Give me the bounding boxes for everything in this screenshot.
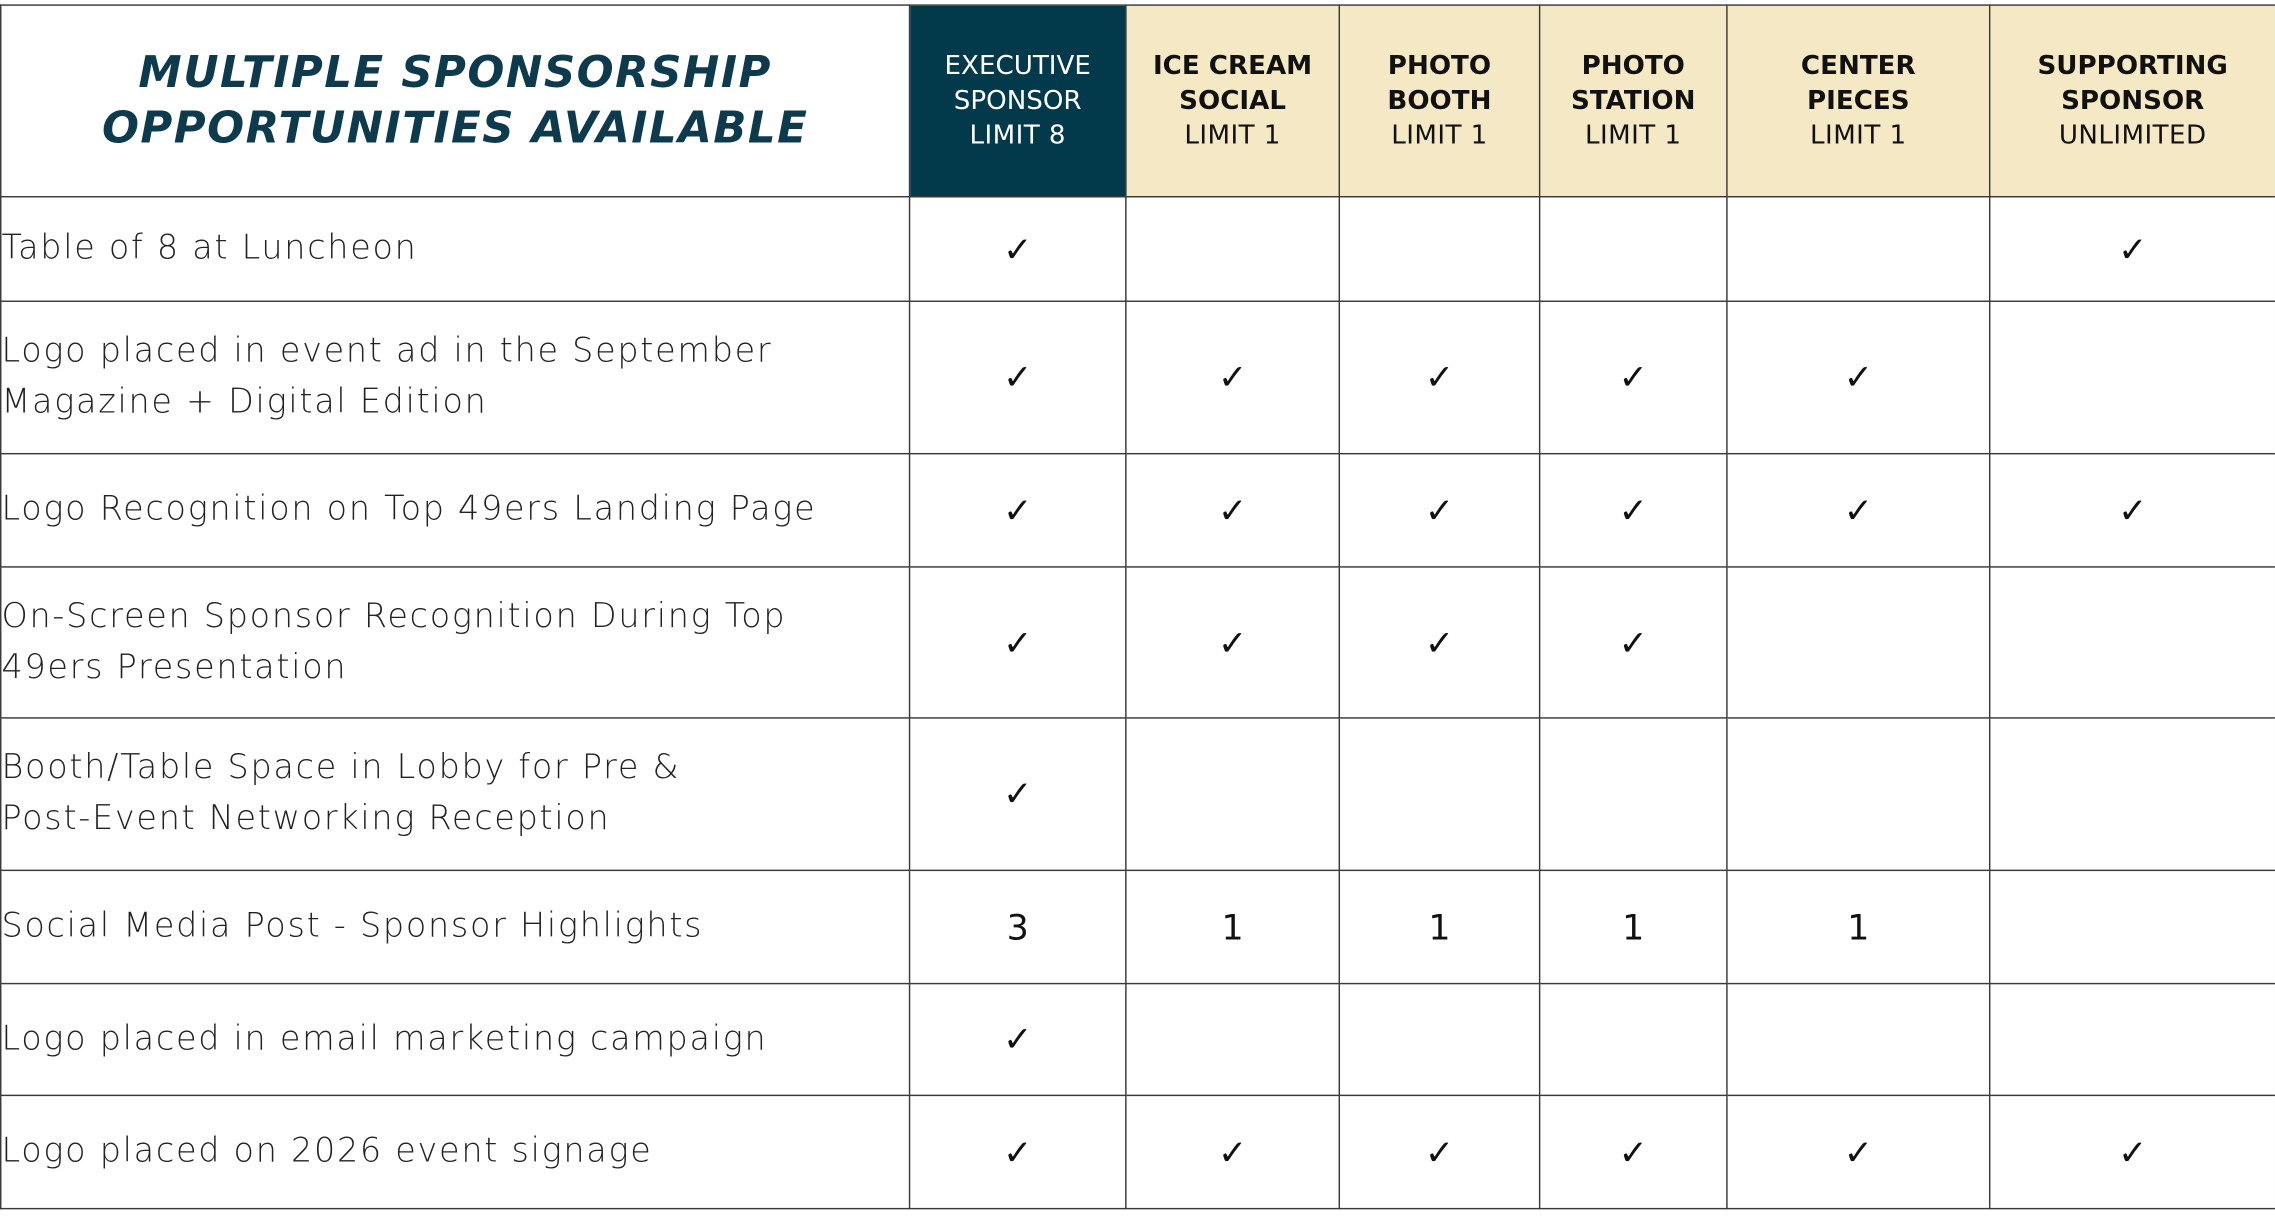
check-mark-icon: ✓ bbox=[1217, 489, 1248, 531]
benefit-cell-ice-cream-social bbox=[1126, 1095, 1339, 1208]
benefit-cell-ice-cream-social bbox=[1126, 301, 1339, 453]
check-mark-icon: ✓ bbox=[1003, 489, 1033, 531]
package-limit: LIMIT 1 bbox=[1391, 119, 1488, 151]
benefit-cell-ice-cream-social bbox=[1126, 454, 1339, 567]
benefit-cell-photo-booth bbox=[1339, 567, 1539, 718]
benefit-cell-center-pieces bbox=[1727, 567, 1990, 718]
benefit-cell-photo-booth bbox=[1339, 454, 1539, 567]
check-mark-icon: ✓ bbox=[1424, 1131, 1455, 1173]
benefit-cell-center-pieces bbox=[1727, 301, 1990, 453]
benefit-text-line: Table of 8 at Luncheon bbox=[1, 229, 418, 268]
table-title bbox=[1, 5, 910, 197]
benefit-text-line: Magazine + Digital Edition bbox=[1, 383, 488, 422]
benefit-cell-supporting-sponsor bbox=[1990, 870, 2275, 983]
benefit-label bbox=[1, 870, 910, 983]
benefit-row bbox=[1, 301, 2275, 453]
check-mark-icon: ✓ bbox=[1618, 357, 1648, 398]
benefit-label bbox=[1, 718, 910, 870]
benefit-cell-photo-station bbox=[1540, 718, 1727, 870]
title-line-1: MULTIPLE SPONSORSHIP bbox=[138, 47, 772, 98]
benefit-label bbox=[1, 301, 910, 453]
benefit-cell-ice-cream-social bbox=[1126, 197, 1339, 302]
benefit-row bbox=[1, 1095, 2275, 1208]
benefit-text-line: Booth/Table Space in Lobby for Pre & bbox=[1, 749, 681, 787]
benefit-cell-supporting-sponsor bbox=[1990, 1095, 2275, 1208]
check-mark-icon: ✓ bbox=[2118, 228, 2148, 270]
benefit-cell-executive-sponsor bbox=[910, 984, 1126, 1096]
benefit-cell-supporting-sponsor bbox=[1990, 718, 2275, 870]
benefit-text-line: On-Screen Sponsor Recognition During Top bbox=[1, 597, 787, 636]
package-limit: LIMIT 1 bbox=[1585, 119, 1682, 151]
check-mark-icon: ✓ bbox=[1843, 1131, 1873, 1173]
check-mark-icon: ✓ bbox=[1003, 357, 1033, 398]
check-mark-icon: ✓ bbox=[2118, 489, 2148, 531]
package-name: SPONSOR bbox=[2061, 84, 2205, 116]
check-mark-icon: ✓ bbox=[1843, 357, 1873, 398]
benefit-cell-ice-cream-social bbox=[1126, 984, 1339, 1096]
package-limit: UNLIMITED bbox=[2058, 119, 2207, 151]
package-limit: LIMIT 1 bbox=[1184, 119, 1281, 151]
benefit-cell-supporting-sponsor bbox=[1990, 197, 2275, 302]
benefit-row bbox=[1, 197, 2275, 302]
check-mark-icon: ✓ bbox=[1217, 1131, 1248, 1173]
benefit-cell-photo-station bbox=[1540, 454, 1727, 567]
benefit-text-line: Post-Event Networking Reception bbox=[1, 799, 611, 838]
benefit-cell-executive-sponsor bbox=[910, 870, 1126, 983]
benefit-cell-center-pieces bbox=[1727, 718, 1990, 870]
check-mark-icon: ✓ bbox=[1003, 1131, 1033, 1173]
package-name: CENTER bbox=[1800, 50, 1916, 81]
benefit-cell-photo-booth bbox=[1339, 718, 1539, 870]
benefit-label bbox=[1, 197, 910, 302]
benefit-cell-photo-station bbox=[1540, 1095, 1727, 1208]
benefit-cell-photo-booth bbox=[1339, 1095, 1539, 1208]
check-mark-icon: ✓ bbox=[2118, 1131, 2148, 1173]
package-header-ice-cream-social bbox=[1126, 5, 1339, 197]
benefit-cell-supporting-sponsor bbox=[1990, 984, 2275, 1096]
benefit-cell-executive-sponsor bbox=[910, 301, 1126, 453]
check-mark-icon: ✓ bbox=[1618, 1131, 1648, 1173]
benefit-cell-ice-cream-social bbox=[1126, 870, 1339, 983]
package-name: STATION bbox=[1571, 84, 1696, 116]
title-line-2: OPPORTUNITIES AVAILABLE bbox=[101, 102, 809, 154]
benefit-label bbox=[1, 1095, 910, 1208]
benefit-row bbox=[1, 984, 2275, 1096]
package-name: SPONSOR bbox=[953, 84, 1082, 116]
benefit-cell-photo-station bbox=[1540, 197, 1727, 302]
benefit-row bbox=[1, 567, 2275, 718]
benefit-row bbox=[1, 718, 2275, 870]
check-mark-icon: ✓ bbox=[1003, 773, 1033, 815]
benefit-cell-executive-sponsor bbox=[910, 454, 1126, 567]
benefit-cell-center-pieces bbox=[1727, 197, 1990, 302]
benefit-cell-photo-booth bbox=[1339, 984, 1539, 1096]
package-header-executive-sponsor bbox=[910, 5, 1126, 197]
benefit-cell-center-pieces bbox=[1727, 984, 1990, 1096]
post-count: 1 bbox=[1221, 906, 1244, 948]
check-mark-icon: ✓ bbox=[1424, 357, 1455, 398]
benefit-text-line: 49ers Presentation bbox=[1, 648, 348, 686]
post-count: 1 bbox=[1428, 906, 1451, 948]
package-limit: LIMIT 1 bbox=[1810, 119, 1907, 151]
sponsorship-table bbox=[0, 4, 2275, 1209]
benefit-text-line: Logo placed in event ad in the September bbox=[1, 332, 773, 371]
package-name: PIECES bbox=[1807, 84, 1910, 116]
benefit-cell-executive-sponsor bbox=[910, 718, 1126, 870]
benefit-cell-executive-sponsor bbox=[910, 567, 1126, 718]
benefit-cell-center-pieces bbox=[1727, 1095, 1990, 1208]
package-limit: LIMIT 8 bbox=[969, 119, 1066, 151]
benefit-text-line: Logo placed on 2026 event signage bbox=[1, 1132, 653, 1171]
benefit-row bbox=[1, 870, 2275, 983]
benefit-label bbox=[1, 984, 910, 1096]
benefit-text-line: Logo placed in email marketing campaign bbox=[1, 1019, 768, 1058]
benefit-cell-center-pieces bbox=[1727, 870, 1990, 983]
benefit-cell-ice-cream-social bbox=[1126, 567, 1339, 718]
check-mark-icon: ✓ bbox=[1618, 622, 1648, 663]
package-header-supporting-sponsor bbox=[1990, 5, 2275, 197]
package-header-center-pieces bbox=[1727, 5, 1990, 197]
benefit-cell-center-pieces bbox=[1727, 454, 1990, 567]
post-count: 3 bbox=[1006, 906, 1029, 948]
post-count: 1 bbox=[1847, 906, 1870, 948]
benefit-row bbox=[1, 454, 2275, 567]
benefit-cell-ice-cream-social bbox=[1126, 718, 1339, 870]
benefit-cell-photo-booth bbox=[1339, 870, 1539, 983]
check-mark-icon: ✓ bbox=[1217, 357, 1248, 398]
benefit-cell-photo-station bbox=[1540, 984, 1727, 1096]
package-name: PHOTO bbox=[1581, 50, 1685, 81]
check-mark-icon: ✓ bbox=[1424, 622, 1455, 663]
check-mark-icon: ✓ bbox=[1843, 489, 1873, 531]
benefit-cell-supporting-sponsor bbox=[1990, 301, 2275, 453]
benefit-cell-photo-station bbox=[1540, 301, 1727, 453]
post-count: 1 bbox=[1622, 906, 1645, 948]
benefit-cell-photo-station bbox=[1540, 567, 1727, 718]
benefit-label bbox=[1, 567, 910, 718]
package-name: BOOTH bbox=[1387, 84, 1492, 116]
package-name: PHOTO bbox=[1387, 50, 1492, 81]
package-name: SOCIAL bbox=[1179, 84, 1286, 116]
package-header-photo-booth bbox=[1339, 5, 1539, 197]
package-header-photo-station bbox=[1540, 5, 1727, 197]
package-name: ICE CREAM bbox=[1152, 50, 1313, 81]
benefit-cell-supporting-sponsor bbox=[1990, 567, 2275, 718]
check-mark-icon: ✓ bbox=[1618, 489, 1648, 531]
benefit-cell-photo-booth bbox=[1339, 197, 1539, 302]
check-mark-icon: ✓ bbox=[1003, 1019, 1033, 1060]
check-mark-icon: ✓ bbox=[1424, 489, 1455, 531]
benefit-text-line: Social Media Post - Sponsor Highlights bbox=[1, 907, 704, 946]
check-mark-icon: ✓ bbox=[1217, 622, 1248, 663]
check-mark-icon: ✓ bbox=[1003, 622, 1033, 663]
benefit-label bbox=[1, 454, 910, 567]
benefit-cell-executive-sponsor bbox=[910, 197, 1126, 302]
benefit-cell-supporting-sponsor bbox=[1990, 454, 2275, 567]
benefit-text-line: Logo Recognition on Top 49ers Landing Page bbox=[1, 490, 817, 529]
benefit-cell-photo-booth bbox=[1339, 301, 1539, 453]
benefit-cell-photo-station bbox=[1540, 870, 1727, 983]
package-name: SUPPORTING bbox=[2037, 50, 2228, 81]
package-name: EXECUTIVE bbox=[944, 50, 1091, 81]
header-row bbox=[1, 5, 2275, 197]
check-mark-icon: ✓ bbox=[1003, 228, 1033, 270]
benefit-cell-executive-sponsor bbox=[910, 1095, 1126, 1208]
